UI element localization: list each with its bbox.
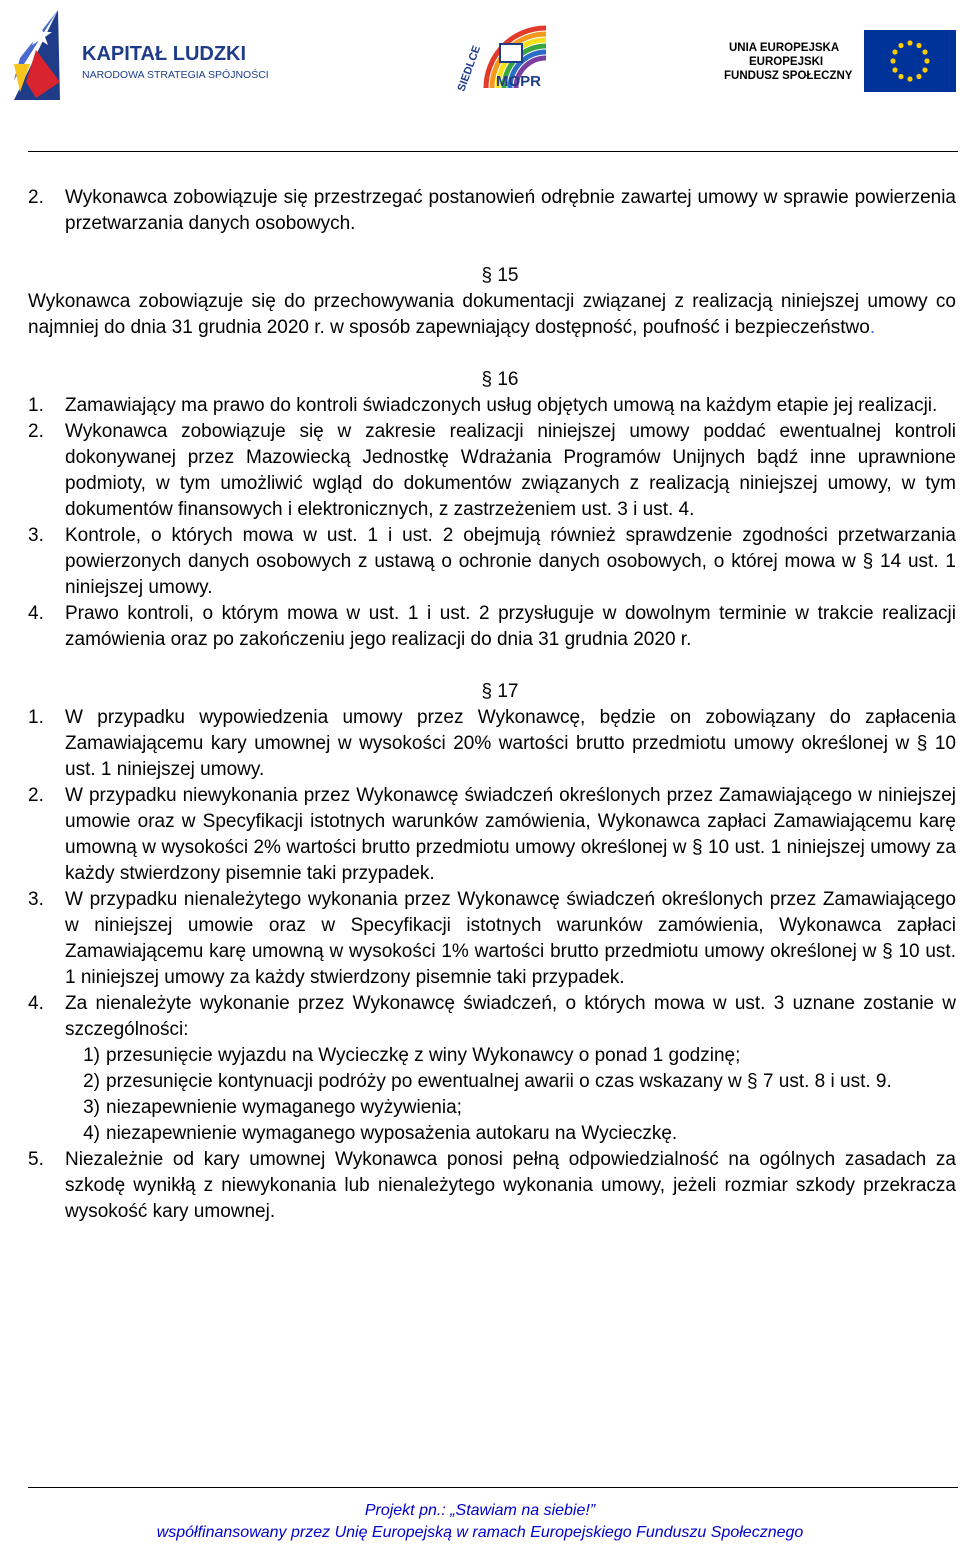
eu-line-3: FUNDUSZ SPOŁECZNY bbox=[724, 70, 853, 82]
item-number: 2. bbox=[28, 421, 44, 442]
footer-funding-line: współfinansowany przez Unię Europejską w ramach Europejskiego Funduszu Społecznego bbox=[156, 1524, 804, 1541]
item-number: 2. bbox=[28, 785, 44, 806]
sub-item-number: 3) bbox=[83, 1097, 100, 1118]
eu-flag-icon bbox=[864, 30, 956, 92]
page-header bbox=[0, 0, 960, 150]
clause-16-item-4 bbox=[28, 601, 956, 653]
clause-17-item-3 bbox=[28, 887, 956, 991]
clause-14-item-2 bbox=[28, 185, 956, 237]
mopr-arc-text: SIEDLCE bbox=[455, 44, 484, 94]
sub-item-1 bbox=[73, 1043, 956, 1069]
clause-17-item-2 bbox=[28, 783, 956, 887]
clause-17-item-1 bbox=[28, 705, 956, 783]
clause-16-item-1 bbox=[28, 393, 956, 419]
section-number: 17 bbox=[497, 681, 519, 702]
paragraph-end-dot: . bbox=[869, 317, 876, 338]
kl-subtitle: NARODOWA STRATEGIA SPÓJNOŚCI bbox=[82, 69, 269, 81]
item-text: Prawo kontroli, o którym mowa w ust. 1 i ust. 2 przysługuje w dowolnym terminie w trakcie realizacji zamówienia oraz po zakończeniu jego realizacji do dnia 31 grudnia 2020 r. bbox=[65, 603, 956, 650]
kl-title: KAPITAŁ LUDZKI bbox=[82, 43, 247, 65]
section-15-paragraph bbox=[28, 289, 956, 341]
eu-line-1: UNIA EUROPEJSKA bbox=[729, 42, 840, 54]
clause-16-item-3 bbox=[28, 523, 956, 601]
item-text: Niezależnie od kary umownej Wykonawca ponosi pełną odpowiedzialność na ogólnych zasadach za szkodę wynikłą z niewykonania lub nienależytego wykonania umowy, jeżeli rozmiar szkody przekracza wysokość kary umownej. bbox=[65, 1149, 956, 1222]
sub-item-4 bbox=[73, 1121, 956, 1147]
section-number: 16 bbox=[497, 369, 519, 390]
sub-item-3 bbox=[73, 1095, 956, 1121]
section-heading-17 bbox=[28, 679, 956, 705]
section-number: 15 bbox=[497, 265, 519, 286]
mopr-logo bbox=[456, 28, 546, 93]
mopr-house-icon bbox=[500, 44, 522, 62]
item-number: 3. bbox=[28, 525, 44, 546]
sub-item-text: niezapewnienie wymaganego wyposażenia autokaru na Wycieczkę. bbox=[106, 1123, 678, 1144]
item-text: W przypadku wypowiedzenia umowy przez Wykonawcę, będzie on zobowiązany do zapłacenia Zamawiającemu kary umownej w wysokości 20% wartości brutto przedmiotu umowy określonej w § 10 ust. 1 niniejszej umowy. bbox=[65, 707, 956, 780]
clause-17-item-5 bbox=[28, 1147, 956, 1225]
item-text: W przypadku nienależytego wykonania przez Wykonawcę świadczeń określonych przez Zamawiającego w niniejszej umowie oraz w Specyfikacji istotnych warunków zamówienia, Wykonawca zapłaci Zamawiającemu karę umowną w wysokości 1% wartości brutto przedmiotu umowy określonej w § 10 ust. 1 niniejszej umowy za każdy stwierdzony pisemnie taki przypadek. bbox=[65, 889, 956, 988]
sub-item-text: niezapewnienie wymaganego wyżywienia; bbox=[106, 1097, 462, 1118]
sub-item-text: przesunięcie wyjazdu na Wycieczkę z winy Wykonawcy o ponad 1 godzinę; bbox=[106, 1045, 741, 1066]
item-text: Wykonawca zobowiązuje się przestrzegać postanowień odrębnie zawartej umowy w sprawie powierzenia przetwarzania danych osobowych. bbox=[65, 187, 956, 234]
section-sign: § bbox=[481, 369, 493, 390]
sub-item-number: 1) bbox=[83, 1045, 100, 1066]
sub-item-2 bbox=[73, 1069, 956, 1095]
clause-16-item-2 bbox=[28, 419, 956, 523]
item-number: 5. bbox=[28, 1149, 44, 1170]
footer-divider bbox=[28, 1487, 958, 1488]
item-number: 1. bbox=[28, 707, 44, 728]
sub-item-text: przesunięcie kontynuacji podróży po ewentualnej awarii o czas wskazany w § 7 ust. 8 i ust. 9. bbox=[106, 1071, 892, 1092]
document-body bbox=[28, 185, 956, 1225]
item-number: 2. bbox=[28, 187, 44, 208]
item-text: Zamawiający ma prawo do kontroli świadczonych usług objętych umową na każdym etapie jej realizacji. bbox=[65, 395, 938, 416]
header-divider bbox=[28, 151, 958, 152]
section-sign: § bbox=[481, 265, 493, 286]
item-text: W przypadku niewykonania przez Wykonawcę świadczeń określonych przez Zamawiającego w niniejszej umowie oraz w Specyfikacji istotnych warunków zamówienia, Wykonawca zapłaci Zamawiającemu karę umowną w wysokości 2% wartości brutto przedmiotu umowy określonej w § 10 ust. 1 niniejszej umowy za każdy stwierdzony pisemnie taki przypadek. bbox=[65, 785, 956, 884]
kapital-ludzki-logo bbox=[14, 10, 269, 100]
section-sign: § bbox=[481, 681, 493, 702]
paragraph-text: Wykonawca zobowiązuje się do przechowywania dokumentacji związanej z realizacją niniejszej umowy co najmniej do dnia 31 grudnia 2020 r. w sposób zapewniający dostępność, poufność i bezpieczeństwo bbox=[28, 291, 956, 338]
eu-line-2: EUROPEJSKI bbox=[749, 56, 824, 68]
item-number: 4. bbox=[28, 603, 44, 624]
sub-item-number: 4) bbox=[83, 1123, 100, 1144]
item-text: Za nienależyte wykonanie przez Wykonawcę świadczeń, o których mowa w ust. 3 uznane zostanie w szczególności: bbox=[65, 993, 956, 1040]
item-text: Kontrole, o których mowa w ust. 1 i ust. 2 obejmują również sprawdzenie zgodności przetwarzania powierzonych danych osobowych z ustawą o ochronie danych osobowych, o której mowa w § 14 ust. 1 niniejszej umowy. bbox=[65, 525, 956, 598]
item-text: Wykonawca zobowiązuje się w zakresie realizacji niniejszej umowy poddać ewentualnej kontroli dokonywanej przez Mazowiecką Jednostkę Wdrażania Programów Unijnych bądź inne uprawnione podmioty, w tym umożliwić wgląd do dokumentów związanych z realizacją niniejszej umowy, w tym dokumentów finansowych i elektronicznych, z zastrzeżeniem ust. 3 i ust. 4. bbox=[65, 421, 956, 520]
header-logos bbox=[0, 0, 960, 150]
clause-17-item-4 bbox=[28, 991, 956, 1043]
eu-logo bbox=[724, 30, 956, 92]
sub-item-number: 2) bbox=[83, 1071, 100, 1092]
section-heading-15 bbox=[28, 263, 956, 289]
mopr-label: MOPR bbox=[496, 73, 541, 90]
item-number: 4. bbox=[28, 993, 44, 1014]
item-number: 3. bbox=[28, 889, 44, 910]
footer-project-line: Projekt pn.: „Stawiam na siebie!” bbox=[364, 1502, 596, 1519]
item-number: 1. bbox=[28, 395, 44, 416]
page-footer bbox=[0, 1500, 960, 1544]
section-heading-16 bbox=[28, 367, 956, 393]
